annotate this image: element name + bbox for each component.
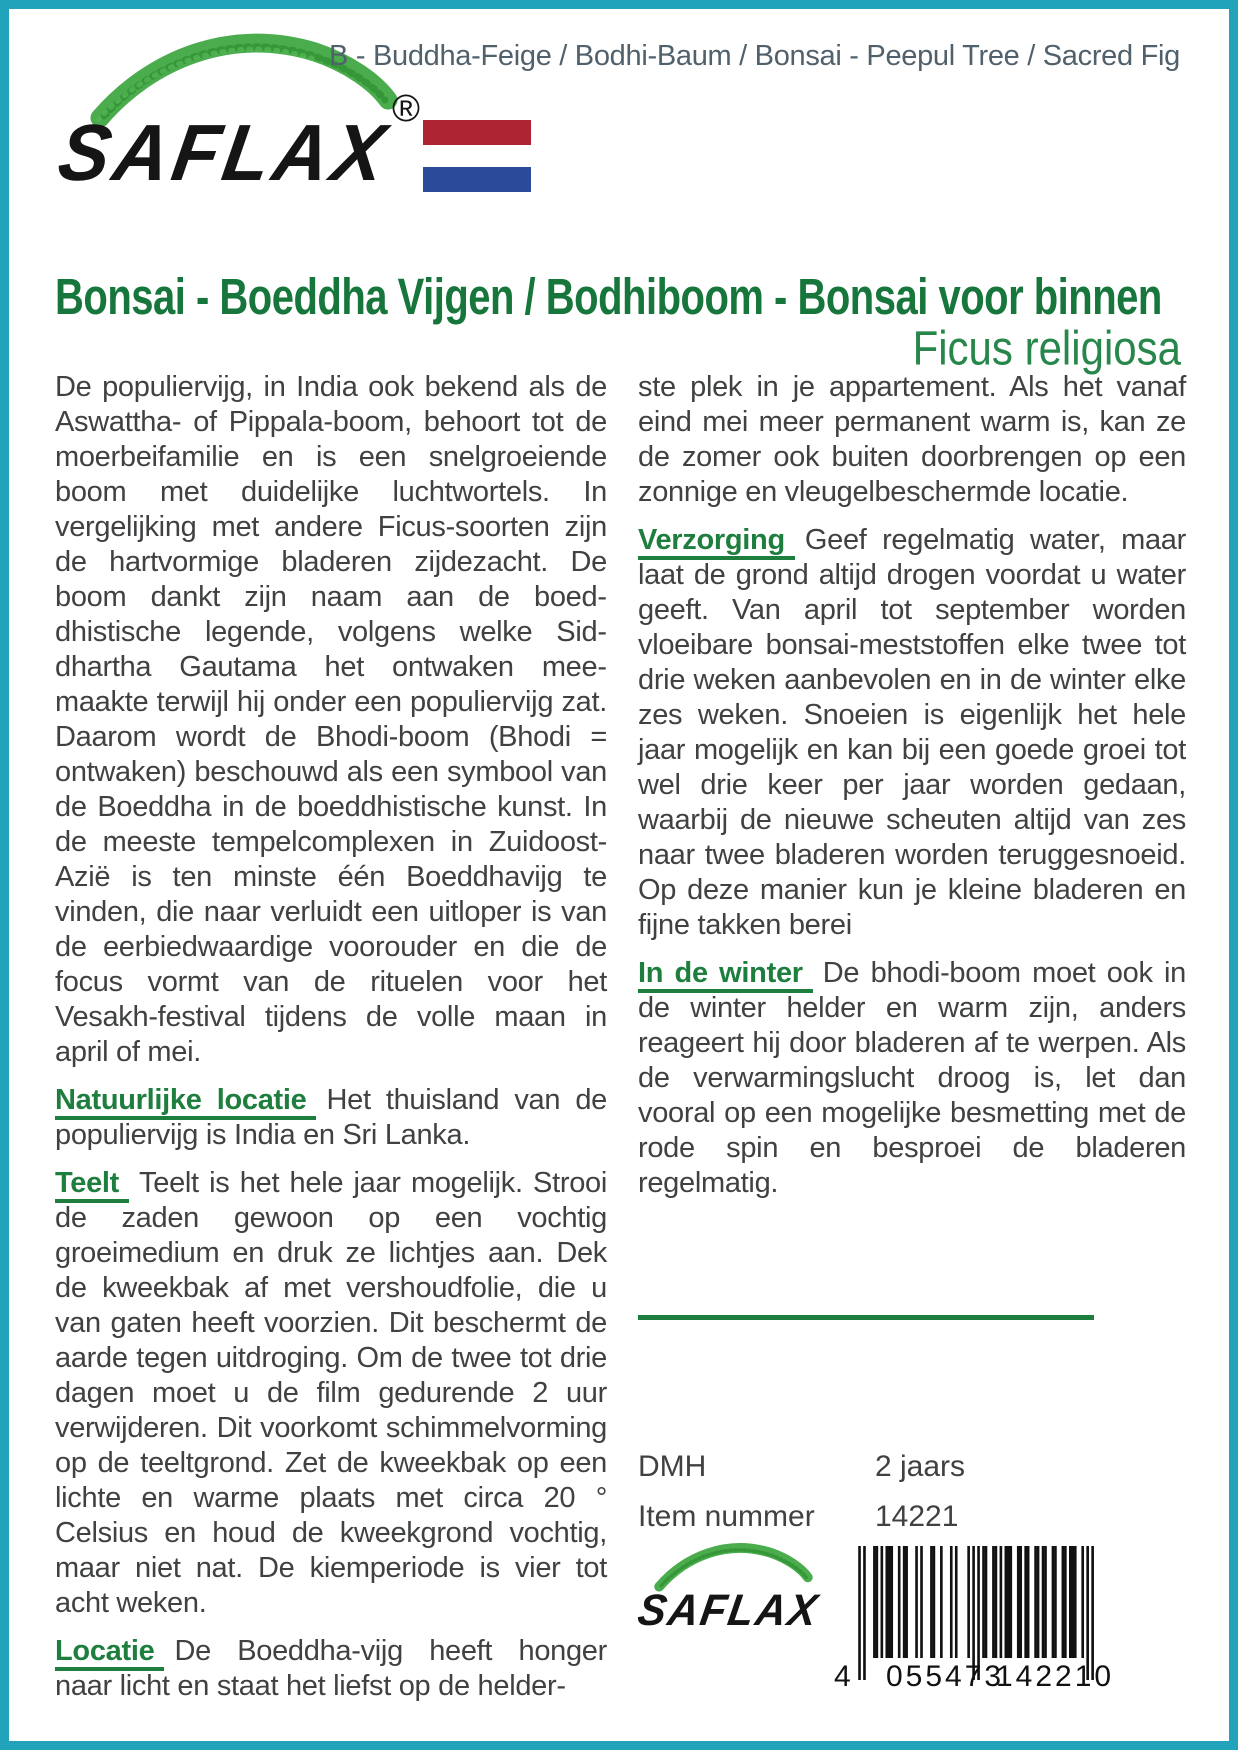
text-column-left [55,370,607,1717]
netherlands-flag-icon [423,120,531,194]
footer-saflax-wordmark: SAFLAX [634,1584,823,1635]
section-heading: Verzorging [638,524,795,560]
registered-trademark-icon: ® [392,88,420,130]
specs-divider [638,1315,1094,1320]
body-paragraph: Natuurlijke locatie Het thuisland van de populiervijg is India en Sri Lanka. [55,1084,607,1151]
flag-band-red [423,120,531,145]
spec-row [638,1450,1186,1484]
barcode-digits-right: 142210 [996,1660,1115,1693]
botanical-name: Ficus religiosa [912,320,1181,375]
section-heading: Locatie [55,1635,164,1671]
saflax-wordmark: SAFLAX [52,108,395,198]
text-column-right [638,370,1186,1214]
flag-band-white [423,145,531,167]
section-heading: Natuurlijke locatie [55,1084,316,1120]
spec-value: 2 jaars [875,1450,966,1483]
footer-saflax-logo [634,1538,825,1668]
body-paragraph: Locatie De Boeddha-vijg heeft honger naar licht en staat het liefst op de helder- [55,1635,607,1702]
section-heading: Teelt [55,1167,129,1203]
body-paragraph: Teelt Teelt is het hele jaar mogelijk. Strooi de zaden gewoon op een vochtig groeimedium en druk ze lichtjes aan. Dek de kweekbak af met vershoudfolie, die u van gaten heeft voorzien. Dit beschermt de aarde tegen uitdroging. Om de twee tot drie dagen moet u de film gedurende 2 uur verwijderen. Dit voorkomt schimmelvorming op de teeltgrond. Zet de kweekbak op een lichte en warme plaats met circa 20 ° Celsius en houd de kweekgrond vochtig, maar niet nat. De kiemperiode is vier tot acht weken. [55,1167,607,1619]
body-paragraph: De populiervijg, in India ook bekend als de Aswattha- of Pippala-boom, behoort tot de moerbeifamilie en is een snelgroeiende boom met duidelijke luchtwortels. In vergelijking met andere Ficus-soorten zijn de hartvormige bladeren zijdezacht. De boom dankt zijn naam aan de boeddhistische legende, volgens welke Siddhartha Gautama het ontwaken meemaakte terwijl hij onder een populiervijg zat. Daarom wordt de Bhodi-boom (Bhodi = ontwaken) beschouwd als een symbool van de Boeddha in de boeddhistische kunst. In de meeste tempelcomplexen in Zuidoost-Azië is ten minste één Boeddhavijg te vinden, die naar verluidt een uitloper is van de eerbiedwaardige voorouder en die de focus vormt van de rituelen voor het Vesakh-festival tijdens de volle maan in april of mei. [55,371,607,1068]
section-heading: In de winter [638,957,813,993]
variety-names-line: B - Buddha-Feige / Bodhi-Baum / Bonsai - Peepul Tree / Sacred Fig [329,40,1180,72]
spec-label: Item nummer [638,1500,815,1533]
flag-band-blue [423,167,531,192]
specs-table [638,1450,1186,1550]
spec-value: 14221 [875,1500,959,1533]
body-paragraph: Verzorging Geef regelmatig water, maar laat de grond altijd drogen voordat u water geeft. Van april tot september worden vloeibare bonsai-meststoffen elke twee tot drie weken aanbevolen en in de winter elke zes weken. Snoeien is eigenlijk het hele jaar mogelijk en kan bij een goede groei tot wel drie keer per jaar worden gedaan, waarbij de nieuwe scheuten altijd van zes naar twee bladeren worden teruggesnoeid. Op deze manier kun je kleine bladeren en fijne takken berei [638,524,1186,941]
ean13-barcode [834,1546,1115,1698]
spec-row [638,1500,1186,1534]
page-title: Bonsai - Boeddha Vijgen / Bodhiboom - Bonsai voor binnen [55,269,1162,326]
spec-label: DMH [638,1450,707,1483]
body-paragraph: ste plek in je appartement. Als het vanaf eind mei meer permanent warm is, kan ze de zomer ook buiten doorbrengen op een zonnige en vleugelbeschermde locatie. [638,371,1186,508]
body-paragraph: In de winter De bhodi-boom moet ook in de winter helder en warm zijn, anders reageert hij door bladeren af te werpen. Als de verwarmingslucht droog is, let dan vooral op een mogelijke besmetting met de rode spin en besproei de bladeren regelmatig. [638,957,1186,1199]
barcode-digit-first: 4 [834,1660,851,1693]
barcode-digits-left: 055473 [886,1660,1005,1693]
